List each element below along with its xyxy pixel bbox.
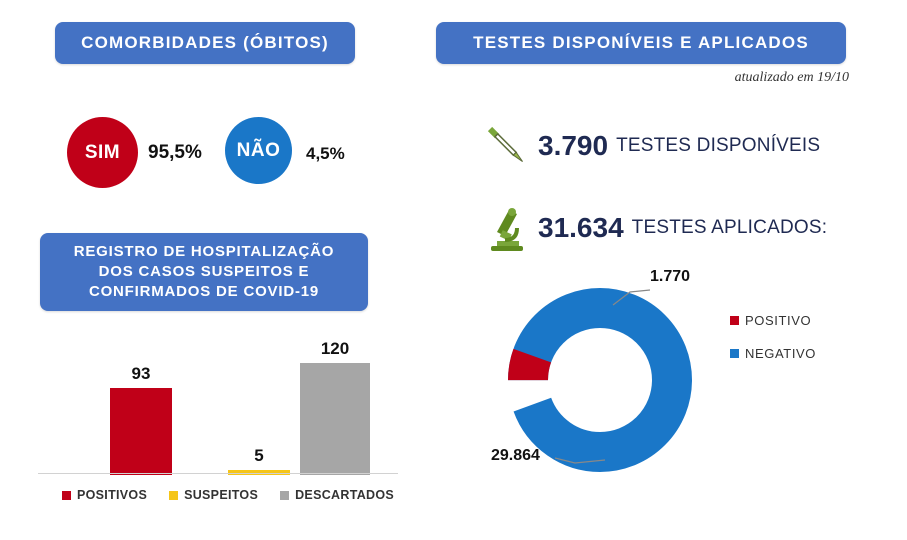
comorbidades-sim-value: 95,5% [148, 142, 202, 163]
comorbidades-sim-label: SIM [84, 141, 121, 163]
section-header-comorbidades-label: COMORBIDADES (ÓBITOS) [81, 33, 329, 52]
legend-swatch-negativo [730, 349, 739, 358]
section-header-registro-line3: CONFIRMADOS DE COVID-19 [88, 283, 320, 301]
bar-column [110, 364, 172, 475]
section-header-comorbidades [55, 22, 355, 64]
legend-item [730, 346, 816, 361]
legend-label-positivo: POSITIVO [745, 313, 812, 328]
legend-item [280, 488, 394, 502]
legend-swatch-suspeitos [169, 491, 178, 500]
stat-tests-applied-number: 31.634 [538, 212, 624, 243]
legend-swatch-positivo [730, 316, 739, 325]
section-header-registro [40, 233, 368, 311]
section-header-testes [436, 22, 846, 64]
microscope-icon [476, 200, 538, 256]
donut-slice-negativo [528, 308, 672, 452]
comorbidades-nao-bubble [225, 117, 292, 184]
bar-value-label: 93 [131, 364, 151, 383]
bar-rect-descartados [300, 363, 370, 475]
comorbidades-sim-bubble [67, 117, 138, 188]
legend-swatch-positivos [62, 491, 71, 500]
legend-item [62, 488, 147, 502]
bar-column [300, 339, 370, 475]
legend-item [169, 488, 258, 502]
legend-label-suspeitos: SUSPEITOS [184, 488, 259, 502]
legend-swatch-descartados [280, 491, 289, 500]
legend-item [730, 313, 816, 328]
section-header-testes-label: TESTES DISPONÍVEIS E APLICADOS [473, 33, 809, 52]
stat-tests-applied-label: TESTES APLICADOS: [631, 217, 828, 238]
bar-column [228, 446, 290, 475]
bar-value-label: 120 [320, 339, 350, 358]
bar-value-label: 5 [254, 446, 264, 465]
stat-tests-available-number: 3.790 [538, 130, 609, 161]
stat-tests-available-label: TESTES DISPONÍVEIS [616, 135, 821, 156]
donut-callout-positivo: 1.770 [650, 268, 691, 285]
legend-label-negativo: NEGATIVO [745, 346, 817, 361]
hospitalization-bar-chart [38, 325, 398, 475]
donut-callout-negativo: 29.864 [491, 447, 540, 464]
stat-tests-applied [476, 200, 827, 256]
bar-chart-legend [62, 488, 394, 502]
section-header-registro-line2: DOS CASOS SUSPEITOS E [98, 262, 310, 280]
comorbidades-nao-label: NÃO [236, 139, 281, 161]
section-header-registro-line1: REGISTRO DE HOSPITALIZAÇÃO [73, 242, 335, 260]
comorbidades-nao-value: 4,5% [306, 144, 345, 163]
donut-legend [730, 313, 816, 379]
pipette-icon [476, 118, 538, 174]
legend-label-descartados: DESCARTADOS [295, 488, 395, 502]
legend-label-positivos: POSITIVOS [77, 488, 148, 502]
update-note: atualizado em 19/10 [734, 70, 849, 85]
stat-tests-available [476, 118, 820, 174]
bar-rect-positivos [110, 388, 172, 475]
bar-chart-baseline [38, 473, 398, 474]
